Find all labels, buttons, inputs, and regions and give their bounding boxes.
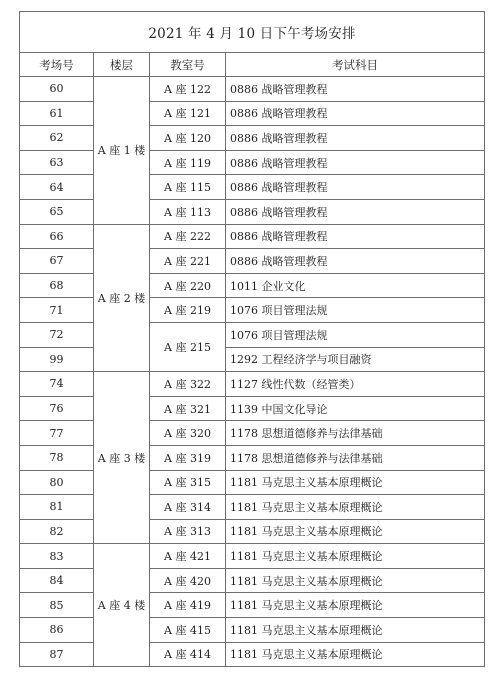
room-cell: A 座 314 <box>150 495 226 520</box>
subject-cell: 1181 马克思主义基本原理概论 <box>226 642 485 667</box>
room-cell: A 座 319 <box>150 445 226 470</box>
header-row <box>20 53 485 77</box>
table-row <box>20 396 485 421</box>
exam-no-cell: 78 <box>20 445 94 470</box>
room-cell: A 座 321 <box>150 396 226 421</box>
exam-no-cell: 80 <box>20 470 94 495</box>
title-row <box>20 12 485 53</box>
exam-no-cell: 63 <box>20 150 94 175</box>
table-row <box>20 249 485 274</box>
exam-no-cell: 67 <box>20 249 94 274</box>
exam-no-cell: 68 <box>20 273 94 298</box>
header-subject: 考试科目 <box>226 53 485 77</box>
subject-cell: 1076 项目管理法规 <box>226 298 485 323</box>
table-row <box>20 568 485 593</box>
table-row <box>20 150 485 175</box>
room-cell: A 座 113 <box>150 199 226 224</box>
room-cell: A 座 420 <box>150 568 226 593</box>
subject-cell: 1076 项目管理法规 <box>226 322 485 347</box>
subject-cell: 1178 思想道德修养与法律基础 <box>226 445 485 470</box>
room-cell: A 座 122 <box>150 77 226 102</box>
exam-no-cell: 76 <box>20 396 94 421</box>
room-cell: A 座 222 <box>150 224 226 249</box>
exam-no-cell: 71 <box>20 298 94 323</box>
exam-no-cell: 64 <box>20 175 94 200</box>
room-cell: A 座 121 <box>150 101 226 126</box>
subject-cell: 1178 思想道德修养与法律基础 <box>226 421 485 446</box>
exam-no-cell: 77 <box>20 421 94 446</box>
exam-no-cell: 72 <box>20 322 94 347</box>
table-row <box>20 618 485 643</box>
subject-cell: 0886 战略管理教程 <box>226 249 485 274</box>
subject-cell: 1181 马克思主义基本原理概论 <box>226 568 485 593</box>
room-cell: A 座 415 <box>150 618 226 643</box>
header-exam-no: 考场号 <box>20 53 94 77</box>
floor-cell: A 座 2 楼 <box>94 224 150 372</box>
exam-no-cell: 62 <box>20 126 94 151</box>
subject-cell: 1181 马克思主义基本原理概论 <box>226 519 485 544</box>
room-cell: A 座 120 <box>150 126 226 151</box>
exam-no-cell: 86 <box>20 618 94 643</box>
exam-no-cell: 61 <box>20 101 94 126</box>
room-cell: A 座 320 <box>150 421 226 446</box>
exam-no-cell: 65 <box>20 199 94 224</box>
header-floor: 楼层 <box>94 53 150 77</box>
table-row <box>20 322 485 347</box>
table-row <box>20 421 485 446</box>
table-row <box>20 470 485 495</box>
table-row <box>20 175 485 200</box>
table-body <box>20 12 485 667</box>
table-row <box>20 544 485 569</box>
subject-cell: 1181 马克思主义基本原理概论 <box>226 495 485 520</box>
floor-cell: A 座 1 楼 <box>94 77 150 225</box>
room-cell: A 座 419 <box>150 593 226 618</box>
room-cell: A 座 313 <box>150 519 226 544</box>
subject-cell: 0886 战略管理教程 <box>226 175 485 200</box>
subject-cell: 1181 马克思主义基本原理概论 <box>226 618 485 643</box>
table-row <box>20 519 485 544</box>
header-room: 教室号 <box>150 53 226 77</box>
room-cell: A 座 215 <box>150 322 226 371</box>
table-row <box>20 126 485 151</box>
room-cell: A 座 220 <box>150 273 226 298</box>
table-row <box>20 77 485 102</box>
table-row <box>20 347 485 372</box>
table-row <box>20 273 485 298</box>
exam-no-cell: 87 <box>20 642 94 667</box>
floor-cell: A 座 3 楼 <box>94 372 150 544</box>
subject-cell: 1181 马克思主义基本原理概论 <box>226 544 485 569</box>
room-cell: A 座 219 <box>150 298 226 323</box>
subject-cell: 0886 战略管理教程 <box>226 150 485 175</box>
table-title: 2021 年 4 月 10 日下午考场安排 <box>20 12 485 53</box>
subject-cell: 0886 战略管理教程 <box>226 77 485 102</box>
subject-cell: 1139 中国文化导论 <box>226 396 485 421</box>
subject-cell: 1181 马克思主义基本原理概论 <box>226 470 485 495</box>
exam-no-cell: 74 <box>20 372 94 397</box>
table-row <box>20 495 485 520</box>
exam-no-cell: 85 <box>20 593 94 618</box>
table-row <box>20 445 485 470</box>
subject-cell: 0886 战略管理教程 <box>226 101 485 126</box>
subject-cell: 1127 线性代数（经管类） <box>226 372 485 397</box>
exam-no-cell: 66 <box>20 224 94 249</box>
table-row <box>20 224 485 249</box>
exam-schedule-table <box>19 11 485 667</box>
subject-cell: 0886 战略管理教程 <box>226 199 485 224</box>
exam-no-cell: 99 <box>20 347 94 372</box>
exam-no-cell: 84 <box>20 568 94 593</box>
exam-no-cell: 82 <box>20 519 94 544</box>
room-cell: A 座 119 <box>150 150 226 175</box>
subject-cell: 1011 企业文化 <box>226 273 485 298</box>
subject-cell: 1292 工程经济学与项目融资 <box>226 347 485 372</box>
exam-no-cell: 81 <box>20 495 94 520</box>
floor-cell: A 座 4 楼 <box>94 544 150 667</box>
table-row <box>20 372 485 397</box>
table-row <box>20 199 485 224</box>
room-cell: A 座 115 <box>150 175 226 200</box>
room-cell: A 座 221 <box>150 249 226 274</box>
table-row <box>20 101 485 126</box>
room-cell: A 座 421 <box>150 544 226 569</box>
room-cell: A 座 414 <box>150 642 226 667</box>
subject-cell: 1181 马克思主义基本原理概论 <box>226 593 485 618</box>
exam-no-cell: 83 <box>20 544 94 569</box>
subject-cell: 0886 战略管理教程 <box>226 126 485 151</box>
table-row <box>20 593 485 618</box>
room-cell: A 座 322 <box>150 372 226 397</box>
table-row <box>20 642 485 667</box>
room-cell: A 座 315 <box>150 470 226 495</box>
exam-no-cell: 60 <box>20 77 94 102</box>
table-row <box>20 298 485 323</box>
subject-cell: 0886 战略管理教程 <box>226 224 485 249</box>
